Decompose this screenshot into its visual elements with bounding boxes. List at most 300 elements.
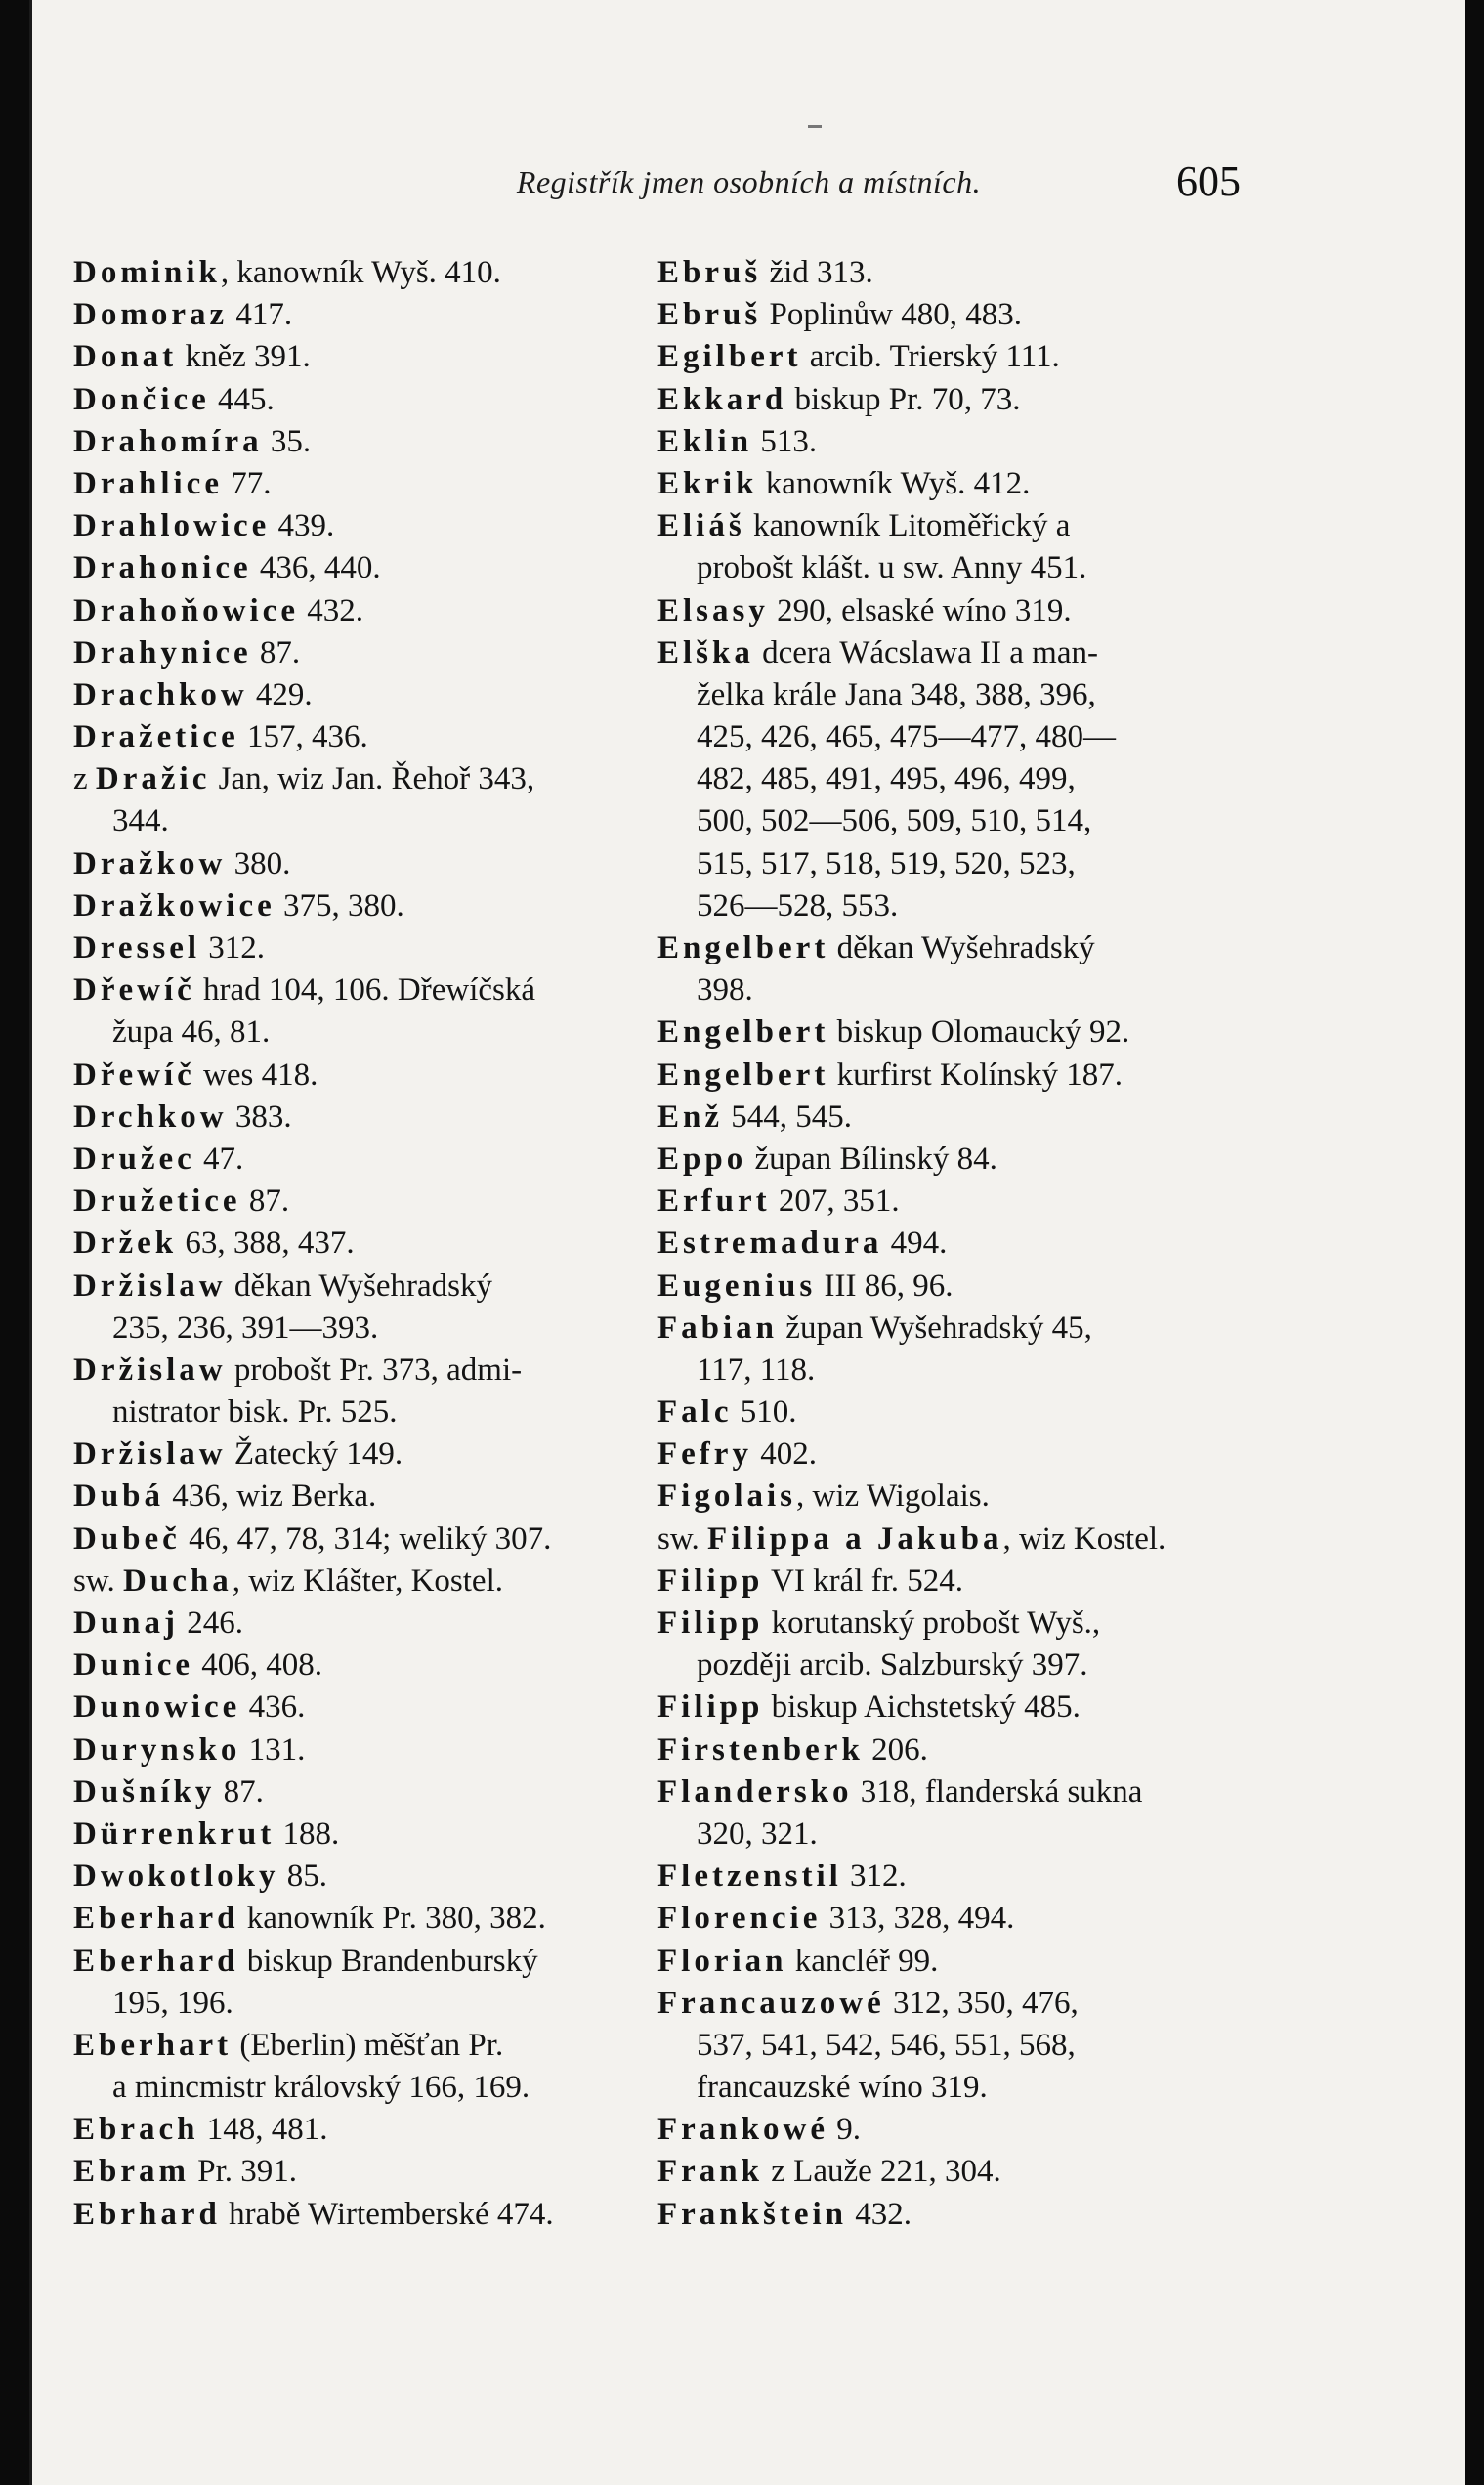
entry-headword: Eugenius xyxy=(657,1267,817,1304)
entry-first-line xyxy=(73,1603,620,1645)
entry-first-line xyxy=(657,379,1244,421)
index-column-right xyxy=(657,252,1244,2236)
entry-first-line xyxy=(657,1730,1244,1772)
entry-first-line xyxy=(73,463,620,505)
page-header xyxy=(32,156,1465,215)
entry-headword: Drchkow xyxy=(73,1098,228,1135)
entry-headword: Drahlowice xyxy=(73,508,271,544)
entry-first-line xyxy=(73,1138,620,1180)
index-entry xyxy=(73,1519,620,1561)
entry-headword: Durynsko xyxy=(73,1732,241,1768)
entry-text: 398. xyxy=(697,972,753,1008)
entry-text: 207, 351. xyxy=(770,1183,900,1220)
entry-first-line xyxy=(73,294,620,336)
book-page xyxy=(29,0,1465,2485)
entry-headword: Florian xyxy=(657,1943,787,1979)
entry-text: Jan, wiz Jan. Řehoř 343, xyxy=(210,761,535,797)
entry-first-line xyxy=(657,1856,1244,1898)
entry-text: kurfirst Kolínský 187. xyxy=(828,1056,1123,1093)
entry-first-line xyxy=(73,2109,620,2151)
index-entry xyxy=(657,1687,1244,1729)
index-entry xyxy=(73,463,620,505)
entry-text: žid 313. xyxy=(761,255,873,290)
entry-text: 375, 380. xyxy=(275,887,404,923)
entry-text: (Eberlin) měšťan Pr. xyxy=(232,2027,504,2063)
entry-text: 425, 426, 465, 475—477, 480— xyxy=(697,719,1116,755)
index-entry xyxy=(73,1561,620,1603)
entry-headword: Ebruš xyxy=(657,255,762,290)
entry-continuation-line xyxy=(73,1983,620,2025)
entry-text: dcera Wácslawa II a man- xyxy=(753,634,1098,670)
entry-text: 537, 541, 542, 546, 551, 568, xyxy=(697,2027,1076,2063)
index-entry xyxy=(73,294,620,336)
entry-first-line xyxy=(73,505,620,547)
entry-headword: Dressel xyxy=(73,930,201,965)
entry-first-line xyxy=(657,2194,1244,2236)
entry-first-line xyxy=(657,1772,1244,1814)
entry-text: 47. xyxy=(194,1140,244,1177)
entry-headword: Ebrach xyxy=(73,2112,199,2148)
entry-first-line xyxy=(73,1180,620,1222)
entry-continuation-line xyxy=(657,885,1244,927)
entry-text: župan Wyšehradský 45, xyxy=(778,1309,1092,1346)
index-entry xyxy=(657,463,1244,505)
entry-headword: Frank xyxy=(657,2154,764,2190)
entry-text: 63, 388, 437. xyxy=(177,1225,355,1262)
entry-first-line xyxy=(657,1392,1244,1434)
entry-text: 513. xyxy=(752,423,818,459)
entry-headword: Egilbert xyxy=(657,339,802,375)
entry-continuation-line xyxy=(657,716,1244,758)
entry-first-line xyxy=(657,1096,1244,1138)
entry-first-line xyxy=(73,1476,620,1518)
entry-headword: Dwokotloky xyxy=(73,1859,279,1895)
entry-headword: Frankowé xyxy=(657,2112,828,2148)
entry-prefix: z xyxy=(73,761,96,797)
index-entry xyxy=(73,1856,620,1898)
entry-text: 87. xyxy=(251,634,301,670)
entry-text: wes 418. xyxy=(194,1056,318,1093)
entry-first-line xyxy=(73,1856,620,1898)
entry-text: nistrator bisk. Pr. 525. xyxy=(112,1394,398,1431)
entry-headword: Dominik xyxy=(73,255,221,290)
entry-text: Pr. 391. xyxy=(190,2154,298,2190)
entry-text: 544, 545. xyxy=(723,1098,853,1135)
entry-first-line xyxy=(73,1941,620,1983)
entry-first-line xyxy=(73,1434,620,1476)
index-entry xyxy=(657,294,1244,336)
index-entry xyxy=(73,1941,620,2025)
index-entry xyxy=(73,590,620,632)
entry-headword: Fletzenstil xyxy=(657,1859,842,1895)
entry-prefix: sw. xyxy=(73,1563,124,1599)
entry-headword: Dušníky xyxy=(73,1774,216,1810)
index-entry xyxy=(657,252,1244,294)
entry-headword: Dražetice xyxy=(73,719,239,755)
entry-continuation-line xyxy=(657,2025,1244,2067)
entry-continuation-line xyxy=(657,1814,1244,1856)
index-entry xyxy=(73,1096,620,1138)
entry-headword: Francauzowé xyxy=(657,1985,885,2021)
entry-first-line xyxy=(73,421,620,463)
entry-continuation-line xyxy=(657,547,1244,589)
entry-continuation-line xyxy=(657,843,1244,885)
entry-text: později arcib. Salzburský 397. xyxy=(697,1648,1088,1684)
index-entry xyxy=(73,1138,620,1180)
entry-headword: Drahlice xyxy=(73,465,223,501)
entry-text: 148, 481. xyxy=(198,2112,328,2148)
index-entry xyxy=(657,1983,1244,2110)
entry-headword: Filipp xyxy=(657,1563,764,1599)
entry-continuation-line xyxy=(657,800,1244,842)
entry-text: 406, 408. xyxy=(193,1648,322,1684)
entry-text: 320, 321. xyxy=(697,1816,818,1852)
entry-first-line xyxy=(657,505,1244,547)
index-entry xyxy=(657,1561,1244,1603)
entry-continuation-line xyxy=(657,2067,1244,2109)
entry-text: 290, elsaské wíno 319. xyxy=(768,592,1072,628)
index-entry xyxy=(73,927,620,969)
entry-text: Žatecký 149. xyxy=(226,1436,403,1473)
entry-continuation-line xyxy=(73,1307,620,1350)
entry-first-line xyxy=(73,1898,620,1940)
index-entry xyxy=(657,421,1244,463)
entry-first-line xyxy=(657,252,1244,294)
entry-text: 436, wiz Berka. xyxy=(164,1478,377,1515)
index-entry xyxy=(73,969,620,1053)
index-entry xyxy=(73,421,620,463)
entry-first-line xyxy=(657,1434,1244,1476)
index-entry xyxy=(73,1603,620,1645)
entry-text: 312. xyxy=(200,930,266,965)
entry-headword: Elsasy xyxy=(657,592,769,628)
index-entry xyxy=(73,1645,620,1687)
entry-text: 206. xyxy=(863,1732,928,1768)
entry-headword: Dřewíč xyxy=(73,1056,195,1093)
index-entry xyxy=(657,1096,1244,1138)
entry-first-line xyxy=(657,463,1244,505)
entry-text: , wiz Klášter, Kostel. xyxy=(232,1563,503,1599)
entry-first-line xyxy=(657,1307,1244,1350)
entry-headword: Držislaw xyxy=(73,1351,227,1388)
entry-text: biskup Olomaucký 92. xyxy=(828,1014,1130,1050)
index-entry xyxy=(657,2194,1244,2236)
entry-text: 380. xyxy=(226,845,291,881)
entry-first-line xyxy=(73,969,620,1011)
entry-text: , wiz Wigolais. xyxy=(796,1478,990,1515)
entry-first-line xyxy=(73,1645,620,1687)
entry-headword: Drahomíra xyxy=(73,423,263,459)
entry-text: 432. xyxy=(847,2196,912,2232)
index-entry xyxy=(657,1392,1244,1434)
entry-text: 318, flanderská sukna xyxy=(852,1774,1143,1810)
index-entry xyxy=(657,1941,1244,1983)
entry-continuation-line xyxy=(73,1392,620,1434)
entry-continuation-line xyxy=(73,1011,620,1053)
entry-continuation-line xyxy=(657,1645,1244,1687)
entry-text: 500, 502—506, 509, 510, 514, xyxy=(697,803,1092,839)
entry-text: a mincmistr královský 166, 169. xyxy=(112,2070,530,2106)
entry-first-line xyxy=(73,885,620,927)
entry-text: 35. xyxy=(262,423,312,459)
entry-text: probošt Pr. 373, admi- xyxy=(226,1351,523,1388)
entry-text: 402. xyxy=(751,1436,817,1473)
entry-text: 46, 47, 78, 314; weliký 307. xyxy=(180,1521,552,1557)
entry-text: 510. xyxy=(732,1394,797,1431)
entry-headword: Družetice xyxy=(73,1183,241,1220)
entry-first-line xyxy=(73,252,620,294)
entry-headword: Ebrhard xyxy=(73,2196,221,2232)
entry-text: kněz 391. xyxy=(177,339,311,375)
entry-headword: Domoraz xyxy=(73,297,229,333)
index-entry xyxy=(73,1814,620,1856)
entry-headword: Drahoňowice xyxy=(73,592,299,628)
entry-headword: Dunowice xyxy=(73,1690,241,1726)
index-entry xyxy=(657,1434,1244,1476)
entry-headword: Engelbert xyxy=(657,1056,829,1093)
entry-headword: Drahonice xyxy=(73,550,252,586)
entry-text: želka krále Jana 348, 388, 396, xyxy=(697,676,1096,712)
index-entry xyxy=(657,1307,1244,1392)
entry-headword: Dürrenkrut xyxy=(73,1816,276,1852)
entry-text: 157, 436. xyxy=(238,719,368,755)
entry-first-line xyxy=(657,927,1244,969)
entry-text: 195, 196. xyxy=(112,1985,233,2021)
index-column-left xyxy=(73,252,620,2236)
entry-headword: Dubeč xyxy=(73,1521,181,1557)
index-entry xyxy=(657,1856,1244,1898)
entry-headword: Estremadura xyxy=(657,1225,883,1262)
entry-continuation-line xyxy=(657,674,1244,716)
entry-text: kanowník Litoměřický a xyxy=(744,508,1071,544)
entry-text: 9. xyxy=(828,2112,861,2148)
entry-text: 87. xyxy=(240,1183,290,1220)
entry-first-line xyxy=(73,2151,620,2193)
index-entry xyxy=(73,379,620,421)
index-entry xyxy=(657,1222,1244,1264)
entry-first-line xyxy=(73,2194,620,2236)
index-entry xyxy=(73,758,620,842)
entry-text: biskup Pr. 70, 73. xyxy=(786,381,1021,417)
entry-headword: Florencie xyxy=(657,1901,822,1937)
entry-first-line xyxy=(73,590,620,632)
entry-first-line xyxy=(73,927,620,969)
index-entry xyxy=(73,2194,620,2236)
entry-headword: Drachkow xyxy=(73,676,248,712)
index-entry xyxy=(73,632,620,674)
entry-first-line xyxy=(657,1941,1244,1983)
entry-text: III 86, 96. xyxy=(816,1267,954,1304)
index-entry xyxy=(73,1350,620,1434)
entry-continuation-line xyxy=(73,2067,620,2109)
index-entry xyxy=(73,1434,620,1476)
entry-text: kanowník Wyš. 412. xyxy=(757,465,1031,501)
entry-first-line xyxy=(73,843,620,885)
index-entry xyxy=(657,1011,1244,1053)
index-entry xyxy=(657,1519,1244,1561)
entry-first-line xyxy=(73,1561,620,1603)
entry-text: 77. xyxy=(222,465,272,501)
entry-first-line xyxy=(657,1687,1244,1729)
index-entry xyxy=(657,505,1244,589)
entry-text: 445. xyxy=(209,381,275,417)
index-entry xyxy=(657,1054,1244,1096)
entry-first-line xyxy=(657,1265,1244,1307)
entry-first-line xyxy=(73,1265,620,1307)
entry-text: 429. xyxy=(247,676,313,712)
entry-headword: Figolais xyxy=(657,1478,797,1515)
entry-text: 436. xyxy=(240,1690,306,1726)
entry-first-line xyxy=(657,336,1244,378)
entry-headword: Dražkow xyxy=(73,845,227,881)
entry-headword: Eberhard xyxy=(73,1901,239,1937)
entry-headword: Eppo xyxy=(657,1140,747,1177)
index-entry xyxy=(73,716,620,758)
entry-headword: Firstenberk xyxy=(657,1732,864,1768)
entry-headword: Falc xyxy=(657,1394,733,1431)
entry-headword: Dubá xyxy=(73,1478,165,1515)
index-entry xyxy=(73,1772,620,1814)
entry-text: 131. xyxy=(240,1732,306,1768)
entry-headword: Erfurt xyxy=(657,1183,771,1220)
entry-headword: Elška xyxy=(657,634,754,670)
index-entry xyxy=(657,590,1244,632)
entry-headword: Držislaw xyxy=(73,1436,227,1473)
entry-continuation-line xyxy=(657,758,1244,800)
entry-first-line xyxy=(657,1983,1244,2025)
index-entry xyxy=(657,927,1244,1011)
entry-text: 439. xyxy=(270,508,335,544)
print-mark xyxy=(808,125,822,128)
entry-continuation-line xyxy=(73,800,620,842)
entry-text: župan Bílinský 84. xyxy=(746,1140,997,1177)
index-entry xyxy=(73,1687,620,1729)
index-entry xyxy=(657,1603,1244,1687)
index-entry xyxy=(73,1476,620,1518)
index-entry xyxy=(73,2151,620,2193)
index-entry xyxy=(657,1138,1244,1180)
entry-text: župa 46, 81. xyxy=(112,1014,271,1050)
entry-text: děkan Wyšehradský xyxy=(828,930,1095,965)
entry-text: , kanowník Wyš. 410. xyxy=(220,255,501,290)
entry-text: biskup Brandenburský xyxy=(238,1943,538,1979)
index-entry xyxy=(73,674,620,716)
index-entry xyxy=(657,1730,1244,1772)
entry-first-line xyxy=(657,590,1244,632)
index-entry xyxy=(657,632,1244,927)
entry-text: 432. xyxy=(298,592,363,628)
entry-headword: Flandersko xyxy=(657,1774,853,1810)
entry-text: VI král fr. 524. xyxy=(763,1563,964,1599)
index-entry xyxy=(73,505,620,547)
index-entry xyxy=(73,547,620,589)
entry-headword: Eberhard xyxy=(73,1943,239,1979)
index-entry xyxy=(73,1054,620,1096)
entry-headword: Frankštein xyxy=(657,2196,848,2232)
entry-text: 85. xyxy=(278,1859,328,1895)
entry-first-line xyxy=(73,379,620,421)
entry-first-line xyxy=(657,1011,1244,1053)
entry-text: Poplinůw 480, 483. xyxy=(761,297,1022,333)
entry-headword: Držek xyxy=(73,1225,178,1262)
entry-headword: Dunice xyxy=(73,1648,193,1684)
entry-text: 246. xyxy=(179,1606,244,1641)
index-entry xyxy=(73,1898,620,1940)
entry-first-line xyxy=(657,1054,1244,1096)
index-entry xyxy=(73,2025,620,2109)
entry-headword: Dřewíč xyxy=(73,972,195,1008)
entry-text: 312, 350, 476, xyxy=(884,1985,1079,2021)
entry-first-line xyxy=(73,1687,620,1729)
entry-headword: Filippa a Jakuba xyxy=(707,1521,1003,1557)
entry-text: 515, 517, 518, 519, 520, 523, xyxy=(697,845,1076,881)
entry-text: hrad 104, 106. Dřewíčská xyxy=(194,972,536,1008)
index-entry xyxy=(657,2151,1244,2193)
entry-headword: Ducha xyxy=(123,1563,233,1599)
entry-headword: Fabian xyxy=(657,1309,779,1346)
page-number: 605 xyxy=(1176,157,1241,205)
entry-text: 344. xyxy=(112,803,169,839)
entry-first-line xyxy=(73,1814,620,1856)
entry-text: kancléř 99. xyxy=(786,1943,939,1979)
entry-text: 235, 236, 391—393. xyxy=(112,1309,379,1346)
entry-text: 383. xyxy=(227,1098,292,1135)
index-entry xyxy=(657,1265,1244,1307)
entry-text: 188. xyxy=(275,1816,340,1852)
entry-text: 312. xyxy=(841,1859,907,1895)
entry-first-line xyxy=(657,1222,1244,1264)
entry-prefix: sw. xyxy=(657,1521,708,1557)
entry-first-line xyxy=(657,2151,1244,2193)
entry-first-line xyxy=(73,1730,620,1772)
entry-headword: Donat xyxy=(73,339,178,375)
index-entry xyxy=(73,1180,620,1222)
index-entry xyxy=(657,1898,1244,1940)
entry-first-line xyxy=(657,294,1244,336)
entry-headword: Fefry xyxy=(657,1436,752,1473)
entry-first-line xyxy=(73,1096,620,1138)
entry-text: kanowník Pr. 380, 382. xyxy=(238,1901,546,1937)
entry-text: , wiz Kostel. xyxy=(1002,1521,1166,1557)
index-entry xyxy=(657,336,1244,378)
index-entry xyxy=(73,252,620,294)
entry-headword: Dončice xyxy=(73,381,210,417)
entry-first-line xyxy=(73,632,620,674)
entry-text: hrabě Wirtemberské 474. xyxy=(220,2196,554,2232)
entry-headword: Ekkard xyxy=(657,381,787,417)
index-entry xyxy=(73,885,620,927)
entry-first-line xyxy=(73,1519,620,1561)
entry-headword: Dražkowice xyxy=(73,887,276,923)
entry-headword: Dražic xyxy=(95,761,211,797)
entry-first-line xyxy=(657,421,1244,463)
entry-text: 417. xyxy=(228,297,293,333)
entry-first-line xyxy=(73,1350,620,1392)
entry-headword: Dunaj xyxy=(73,1606,180,1641)
entry-first-line xyxy=(73,336,620,378)
entry-first-line xyxy=(73,1222,620,1264)
entry-headword: Eberhart xyxy=(73,2027,233,2063)
entry-first-line xyxy=(657,1519,1244,1561)
running-title: Registřík jmen osobních a místních. xyxy=(516,164,982,199)
index-entry xyxy=(73,1730,620,1772)
index-entry xyxy=(657,1476,1244,1518)
entry-text: probošt klášt. u sw. Anny 451. xyxy=(697,550,1087,586)
entry-first-line xyxy=(657,632,1244,674)
entry-text: děkan Wyšehradský xyxy=(226,1267,492,1304)
index-entry xyxy=(73,2109,620,2151)
entry-text: biskup Aichstetský 485. xyxy=(763,1690,1081,1726)
